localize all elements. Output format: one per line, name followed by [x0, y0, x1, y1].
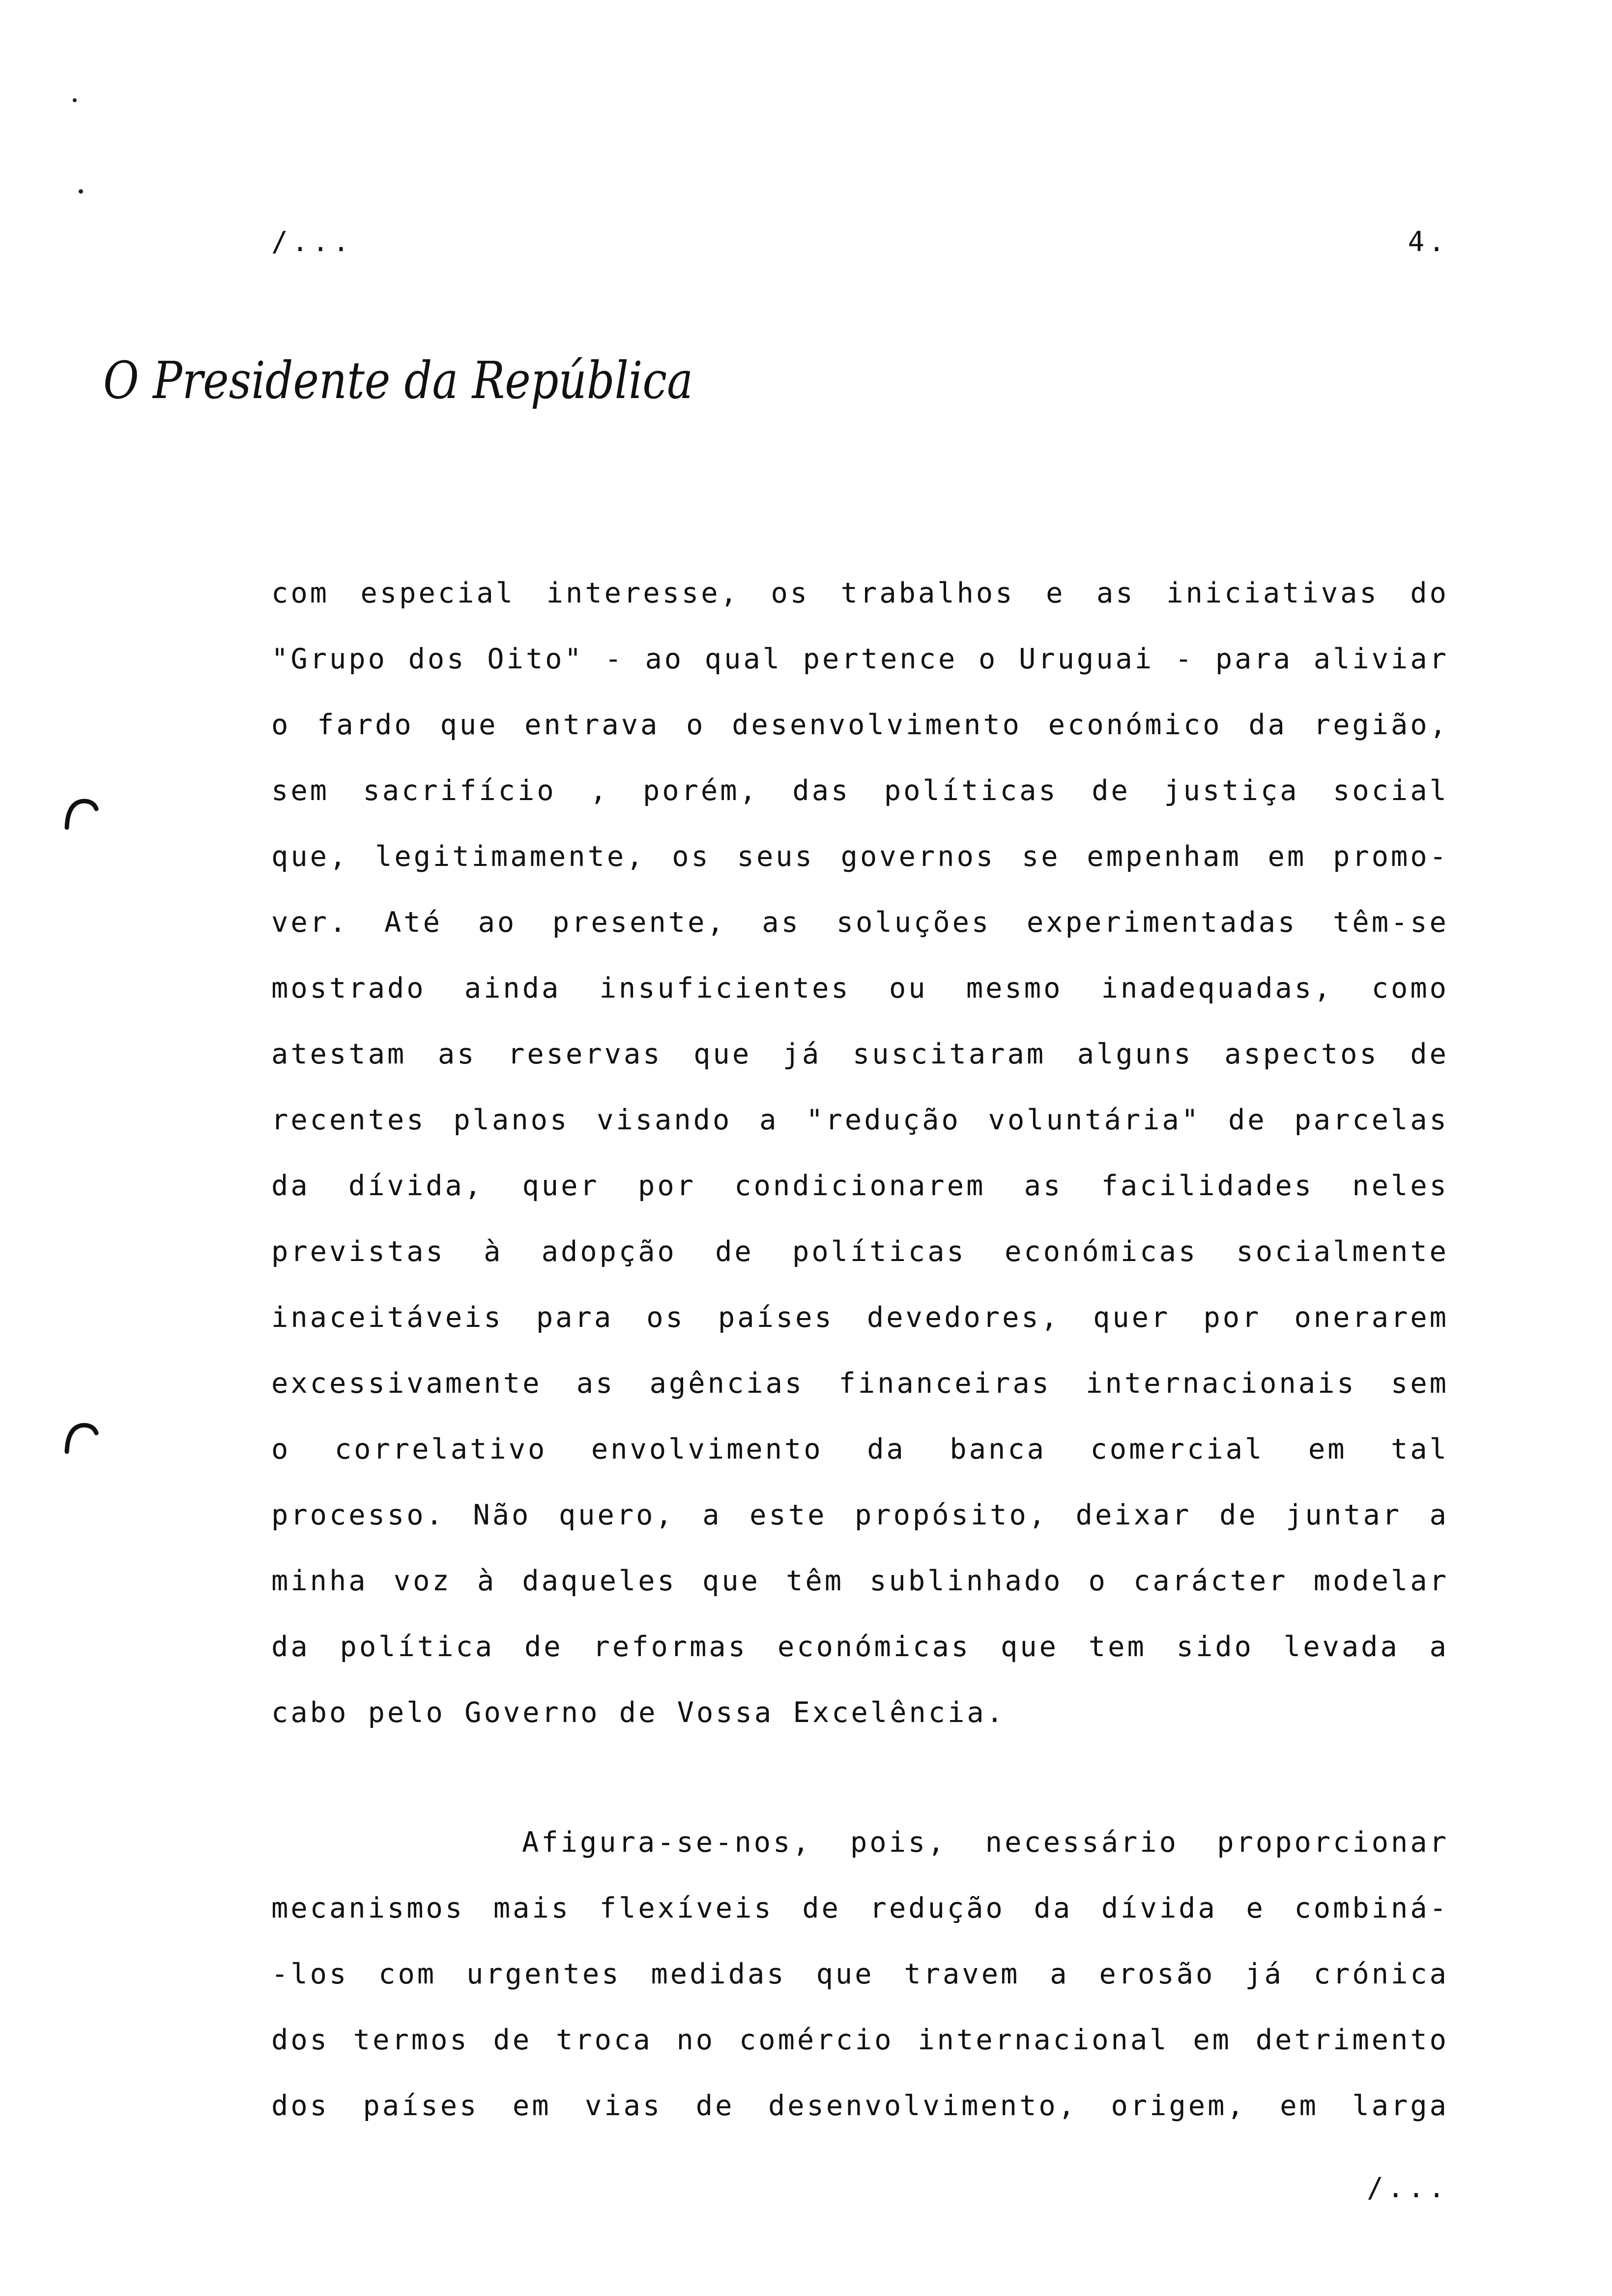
text-line: ver. Até ao presente, as soluções experimentadas têm-se — [271, 906, 1449, 939]
text-line: Afigura-se-nos, pois, necessário proporcionar — [522, 1826, 1449, 1859]
text-line: mostrado ainda insuficientes ou mesmo inadequadas, como — [271, 972, 1449, 1004]
paragraph-1 — [271, 560, 1449, 1746]
text-line: minha voz à daqueles que têm sublinhado o carácter modelar — [271, 1565, 1449, 1597]
paragraph-2 — [271, 1809, 1449, 2139]
letterhead-script — [103, 339, 713, 428]
text-line: previstas à adopção de políticas económicas socialmente — [271, 1235, 1449, 1268]
text-line: processo. Não quero, a este propósito, deixar de juntar a — [271, 1499, 1449, 1531]
stray-mark — [73, 98, 77, 102]
text-line: recentes planos visando a "redução voluntária" de parcelas — [271, 1104, 1449, 1136]
text-line: cabo pelo Governo de Vossa Excelência. — [271, 1696, 1006, 1729]
svg-text:O Presidente da República: O Presidente da República — [103, 350, 693, 410]
text-line: o fardo que entrava o desenvolvimento económico da região, — [271, 709, 1449, 741]
footer-continued-marker: /... — [1367, 2172, 1449, 2204]
text-line: da dívida, quer por condicionarem as facilidades neles — [271, 1170, 1449, 1202]
text-line: sem sacrifício , porém, das políticas de justiça social — [271, 775, 1449, 807]
page-number: 4. — [1408, 226, 1449, 258]
stray-mark — [79, 189, 83, 194]
text-line: mecanismos mais flexíveis de redução da dívida e combiná- — [271, 1892, 1449, 1924]
text-line: com especial interesse, os trabalhos e as iniciativas do — [271, 577, 1449, 609]
header-continued-marker: /... — [271, 226, 353, 258]
text-line: que, legitimamente, os seus governos se empenham em promo- — [271, 840, 1449, 873]
text-line: excessivamente as agências financeiras internacionais sem — [271, 1367, 1449, 1400]
punch-hole-mark — [64, 797, 98, 832]
text-line: o correlativo envolvimento da banca comercial em tal — [271, 1433, 1449, 1465]
text-line: -los com urgentes medidas que travem a erosão já crónica — [271, 1958, 1449, 1990]
text-line: inaceitáveis para os países devedores, quer por onerarem — [271, 1301, 1449, 1334]
text-line: dos países em vias de desenvolvimento, origem, em larga — [271, 2090, 1449, 2122]
text-line: "Grupo dos Oito" - ao qual pertence o Uruguai - para aliviar — [271, 643, 1449, 675]
punch-hole-mark — [64, 1421, 98, 1456]
text-line: da política de reformas económicas que tem sido levada a — [271, 1631, 1449, 1663]
text-line: dos termos de troca no comércio internacional em detrimento — [271, 2024, 1449, 2056]
text-line: atestam as reservas que já suscitaram alguns aspectos de — [271, 1038, 1449, 1070]
